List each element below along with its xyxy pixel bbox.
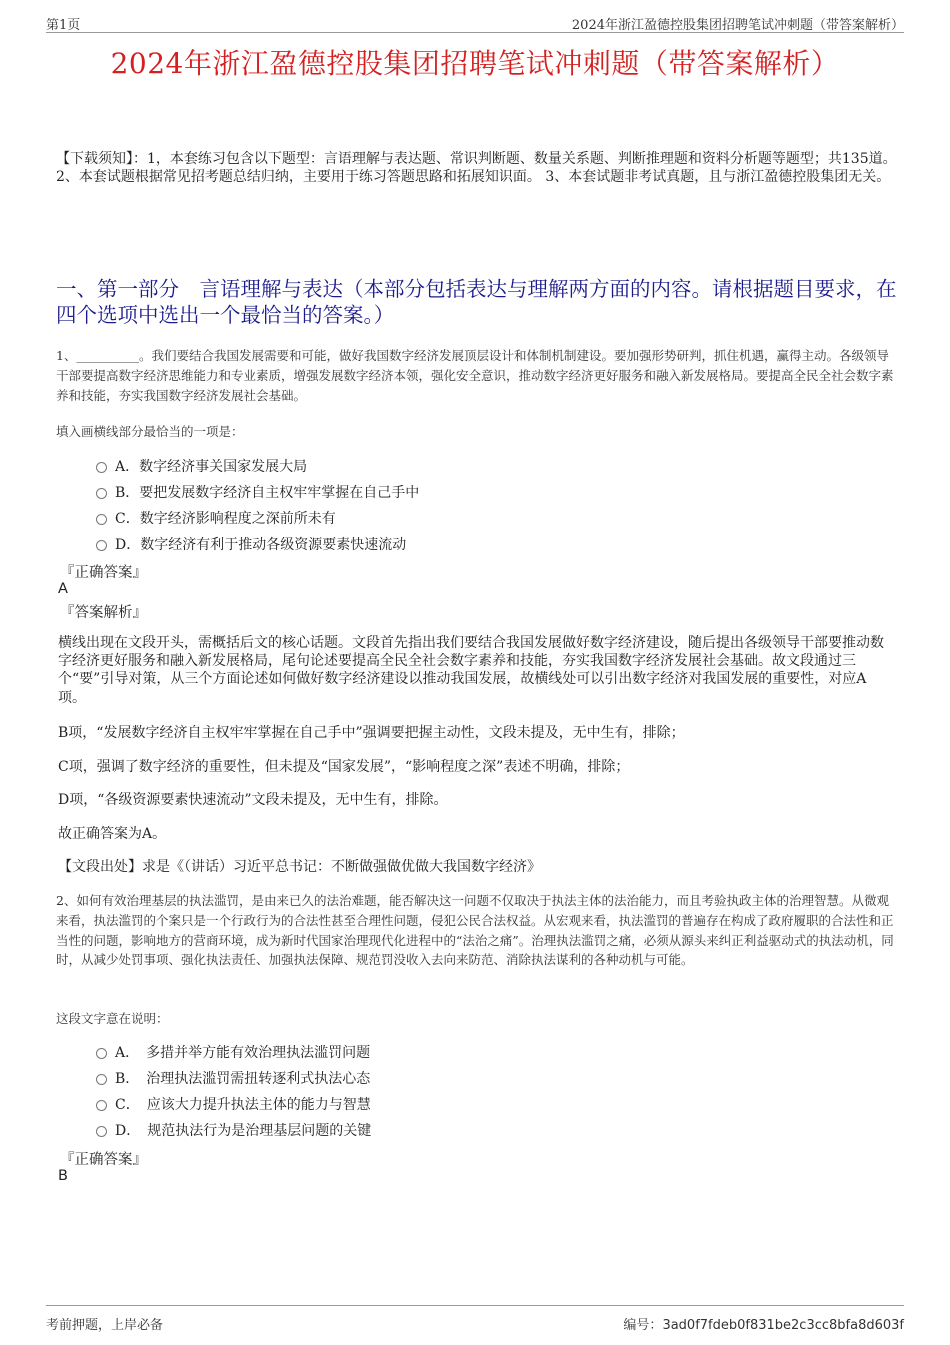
question-1-text: 1、__________。我们要结合我国发展需要和可能，做好我国数字经济发展顶层设计和体制机制建设。要加强形势研判，抓住机遇，赢得主动。各级领导干部要提高数字经济思维能力和专业素质，增强发展数字经济本领，强化安全意识，推动数字经济更好服务和融入新发展格局。要提高全民全社会数字素养和技能，夯实我国数字经济发展社会基础。 <box>56 348 894 403</box>
answer-label: 『正确答案』 <box>60 565 147 581</box>
page-title: 2024年浙江盈德控股集团招聘笔试冲刺题（带答案解析） <box>110 47 840 80</box>
analysis-paragraph: 故正确答案为A。 <box>58 826 167 842</box>
option-c[interactable]: C． 应该大力提升执法主体的能力与智慧 <box>96 1091 371 1117</box>
question-1-prompt: 填入画横线部分最恰当的一项是： <box>56 424 244 439</box>
question-2-options <box>96 1039 371 1143</box>
radio-icon[interactable] <box>96 1100 107 1111</box>
footer-slogan: 考前押题，上岸必备 <box>46 1318 164 1333</box>
question-2-prompt: 这段文字意在说明： <box>56 1011 169 1026</box>
radio-icon[interactable] <box>96 540 107 551</box>
download-notice: 【下载须知】：1，本套练习包含以下题型：言语理解与表达题、常识判断题、数量关系题、判断推理题和资料分析题等题型；共135道。 2、本套试题根据常见招考题总结归纳，主要用于练习答题思路和拓展知识面。 3、本套试题非考试真题，且与浙江盈德控股集团无关。 <box>56 151 897 186</box>
radio-icon[interactable] <box>96 514 107 525</box>
analysis-paragraph: B项，“发展数字经济自主权牢牢掌握在自己手中”强调要把握主动性，文段未提及，无中生有，排除； <box>58 725 685 741</box>
question-1-options <box>96 453 419 557</box>
radio-icon[interactable] <box>96 1048 107 1059</box>
page-header <box>46 12 904 33</box>
radio-icon[interactable] <box>96 1126 107 1137</box>
radio-icon[interactable] <box>96 462 107 473</box>
answer-value: B <box>58 1168 68 1184</box>
footer-code: 编号：3ad0f7fdeb0f831be2c3cc8bfa8d603f <box>623 1318 904 1333</box>
option-d[interactable]: D．数字经济有利于推动各级资源要素快速流动 <box>96 531 419 557</box>
analysis-paragraph: D项，“各级资源要素快速流动”文段未提及，无中生有，排除。 <box>58 792 448 808</box>
radio-icon[interactable] <box>96 1074 107 1085</box>
analysis-label: 『答案解析』 <box>60 605 147 621</box>
question-2-text: 2、如何有效治理基层的执法滥罚，是由来已久的法治难题，能否解决这一问题不仅取决于执法主体的法治能力，而且考验执政主体的治理智慧。从微观来看，执法滥罚的个案只是一个行政行为的合法性甚至合理性问题，侵犯公民合法权益。从宏观来看，执法滥罚的普遍存在构成了政府履职的合法性和正当性的问题，影响地方的营商环境，成为新时代国家治理现代化进程中的“法治之痛”。治理执法滥罚之痛，必须从源头来纠正利益驱动式的执法动机，同时，从减少处罚事项、强化执法责任、加强执法保障、规范罚没收入去向来防范、消除执法谋利的各种动机与可能。 <box>56 893 894 968</box>
page-number: 第1页 <box>46 18 81 33</box>
header-doc-title: 2024年浙江盈德控股集团招聘笔试冲刺题（带答案解析） <box>571 18 904 33</box>
option-a[interactable]: A． 多措并举方能有效治理执法滥罚问题 <box>96 1039 371 1065</box>
option-a[interactable]: A．数字经济事关国家发展大局 <box>96 453 419 479</box>
option-d[interactable]: D． 规范执法行为是治理基层问题的关键 <box>96 1117 371 1143</box>
analysis-paragraph: C项，强调了数字经济的重要性，但未提及“国家发展”，“影响程度之深”表述不明确，排除； <box>58 759 630 775</box>
analysis-paragraph: 横线出现在文段开头，需概括后文的核心话题。文段首先指出我们要结合我国发展做好数字经济建设，随后提出各级领导干部要推动数字经济更好服务和融入新发展格局，尾句论述要提高全民全社会数字素养和技能，夯实我国数字经济发展社会基础。故文段通过三个“要”引导对策，从三个方面论述如何做好数字经济建设以推动我国发展，故横线处可以引出数字经济对我国发展的重要性，对应A项。 <box>58 635 884 706</box>
page-footer <box>46 1305 904 1333</box>
option-b[interactable]: B． 治理执法滥罚需扭转逐利式执法心态 <box>96 1065 371 1091</box>
option-b[interactable]: B．要把发展数字经济自主权牢牢掌握在自己手中 <box>96 479 419 505</box>
source-citation: 【文段出处】求是《（讲话）习近平总书记：不断做强做优做大我国数字经济》 <box>58 859 541 875</box>
section-heading: 一、第一部分 言语理解与表达（本部分包括表达与理解两方面的内容。请根据题目要求，在四个选项中选出一个最恰当的答案。） <box>56 277 897 328</box>
radio-icon[interactable] <box>96 488 107 499</box>
answer-value: A <box>58 581 68 597</box>
option-c[interactable]: C．数字经济影响程度之深前所未有 <box>96 505 419 531</box>
answer-label: 『正确答案』 <box>60 1152 147 1168</box>
